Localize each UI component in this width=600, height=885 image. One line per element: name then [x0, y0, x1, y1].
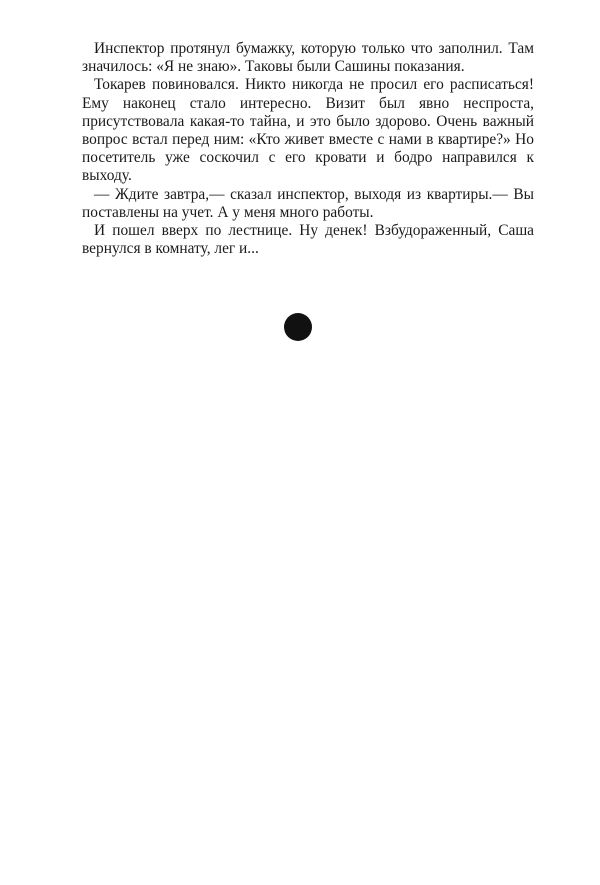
paragraph-tokarev-signs: Токарев повиновался. Никто никогда не просил его расписаться! Ему наконец стало интересно. Визит был явно неспроста, присутствовала какая-то тайна, и это было здорово. Очень важный вопрос встал перед ним: «Кто живет вместе с нами в квартире?» Но посетитель уже соскочил с его кровати и бодро направился к выходу. — [82, 76, 534, 185]
story-text — [82, 40, 534, 258]
paragraph-inspector-form: Инспектор протянул бумажку, которую только что заполнил. Там значилось: «Я не знаю». Таковы были Сашины показания. — [82, 40, 534, 76]
paragraph-inspector-leaves: — Ждите завтра,— сказал инспектор, выходя из квартиры.— Вы поставлены на учет. А у меня много работы. — [82, 185, 534, 221]
paragraph-sasha-returns: И пошел вверх по лестнице. Ну денек! Взбудораженный, Саша вернулся в комнату, лег и... — [82, 222, 534, 258]
section-end-dot-icon — [284, 313, 312, 341]
